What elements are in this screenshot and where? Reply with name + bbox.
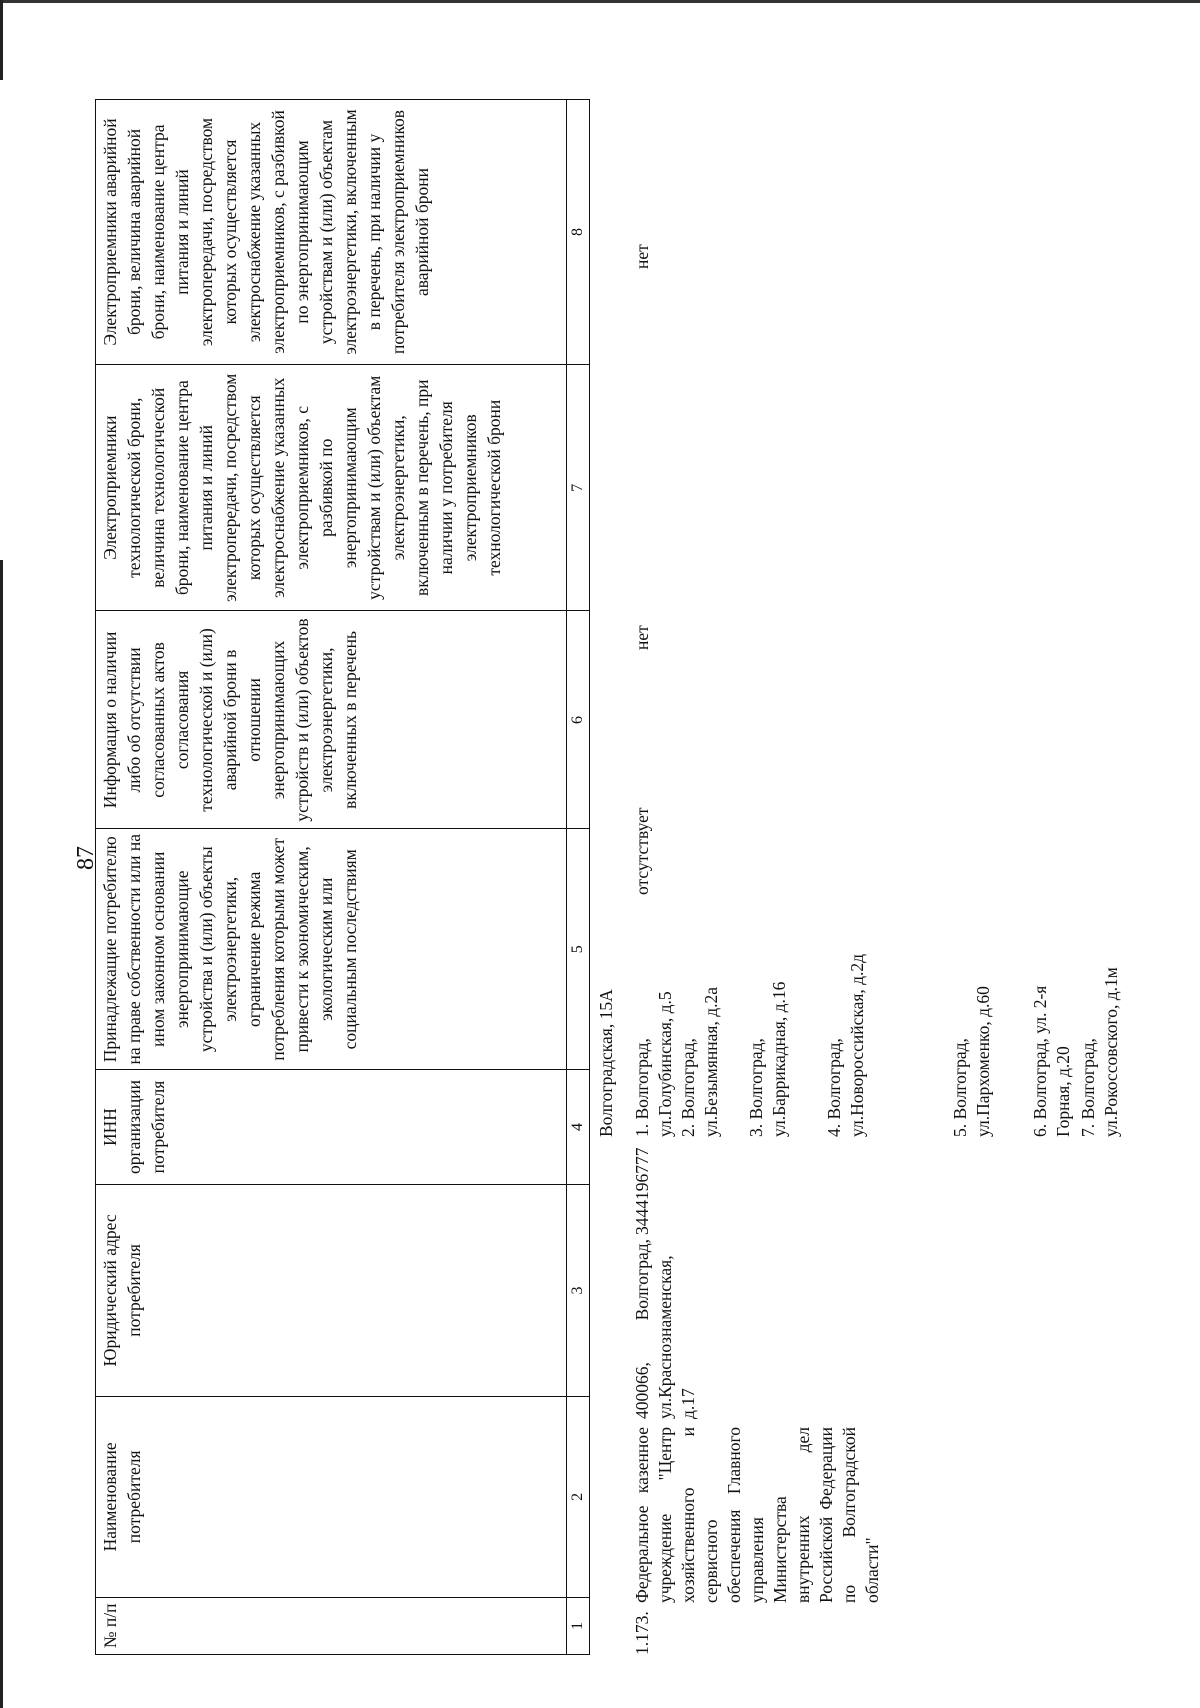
inn: 3444196777: [632, 1147, 652, 1235]
rotated-page-content: [95, 95, 1121, 1655]
left-scan-border-top: [0, 0, 3, 80]
column-number: 6: [567, 611, 590, 829]
column-number: 1: [567, 1597, 590, 1654]
object-3: 3. Волгоград, ул.Баррикадная, д.16: [746, 981, 789, 1137]
header-consumer-name: Наименование потребителя: [96, 1397, 567, 1598]
object-4: 4. Волгоград, ул.Новороссийская, д.2д: [824, 953, 867, 1137]
left-scan-border: [0, 560, 3, 1708]
page-number: 87: [73, 846, 99, 870]
header-tech-reserve: Электроприемники технологической брони, величина технологической брони, наименование центра питания и линий электропередачи, посредством которых осуществляется электроснабжение указанных электроприемников, с разбивкой по энергопринимающим устройствам и (или) объектам электроэнергетики, включенным в перечень, при наличии у потребителя электроприемников технологической брони: [96, 364, 567, 611]
column-number: 4: [567, 1070, 590, 1185]
object-1: 1. Волгоград, ул.Голубинская, д.5: [632, 991, 675, 1137]
reserve-table: [95, 99, 590, 1655]
agreements-value: отсутствует: [632, 807, 652, 895]
tech-reserve-value: нет: [632, 625, 652, 650]
row-number: 1.173.: [632, 1611, 652, 1655]
column-number: 7: [567, 364, 590, 611]
top-scan-border: [0, 0, 1200, 3]
column-number: 5: [567, 829, 590, 1070]
column-number: 8: [567, 100, 590, 365]
column-number: 3: [567, 1184, 590, 1396]
object-6: 6. Волгоград, ул. 2-я Горная, д.20: [1030, 985, 1073, 1137]
object-7: 7. Волгоград, ул.Рокоссовского, д.1м: [1078, 967, 1121, 1137]
continued-entry: Волгоградская, 15А: [596, 989, 616, 1137]
table-header-row: [96, 100, 567, 1655]
column-number: 2: [567, 1397, 590, 1598]
header-emergency-reserve: Электроприемники аварийной брони, величина аварийной брони, наименование центра питания и линий электропередачи, посредством которых осуществляется электроснабжение указанных электроприемников, с разбивкой по энергопринимающим устройствам и (или) объектам электроэнергетики, включенным в перечень, при наличии у потребителя электроприемников аварийной брони: [96, 100, 567, 365]
header-objects: Принадлежащие потребителю на праве собственности или на ином законном основании энергопринимающие устройства и (или) объекты электроэнергетики, ограничение режима потребления которыми может привести к экономическим, экологическим или социальным последствиям: [96, 829, 567, 1070]
emergency-reserve-value: нет: [632, 244, 652, 269]
legal-address: 400066, Волгоград, ул.Краснознаменская, д.17: [632, 1239, 698, 1419]
object-5: 5. Волгоград, ул.Пархоменко, д.60: [950, 986, 993, 1137]
header-legal-address: Юридический адрес потребителя: [96, 1184, 567, 1396]
header-number: № п/п: [96, 1597, 567, 1654]
column-number-row: [567, 100, 590, 1655]
object-2: 2. Волгоград, ул.Безымянная, д.2а: [678, 986, 721, 1137]
consumer-name: Федеральное казенное учреждение "Центр хозяйственного и сервисного обеспечения Главного управления Министерства внутренних дел Российской Федерации по Волгоградской области": [632, 1427, 882, 1603]
header-inn: ИНН организации потребителя: [96, 1070, 567, 1185]
header-agreements: Информация о наличии либо об отсутствии согласованных актов согласования технологической и (или) аварийной брони в отношении энергопринимающих устройств и (или) объектов электроэнергетики, включенных в перечень: [96, 611, 567, 829]
